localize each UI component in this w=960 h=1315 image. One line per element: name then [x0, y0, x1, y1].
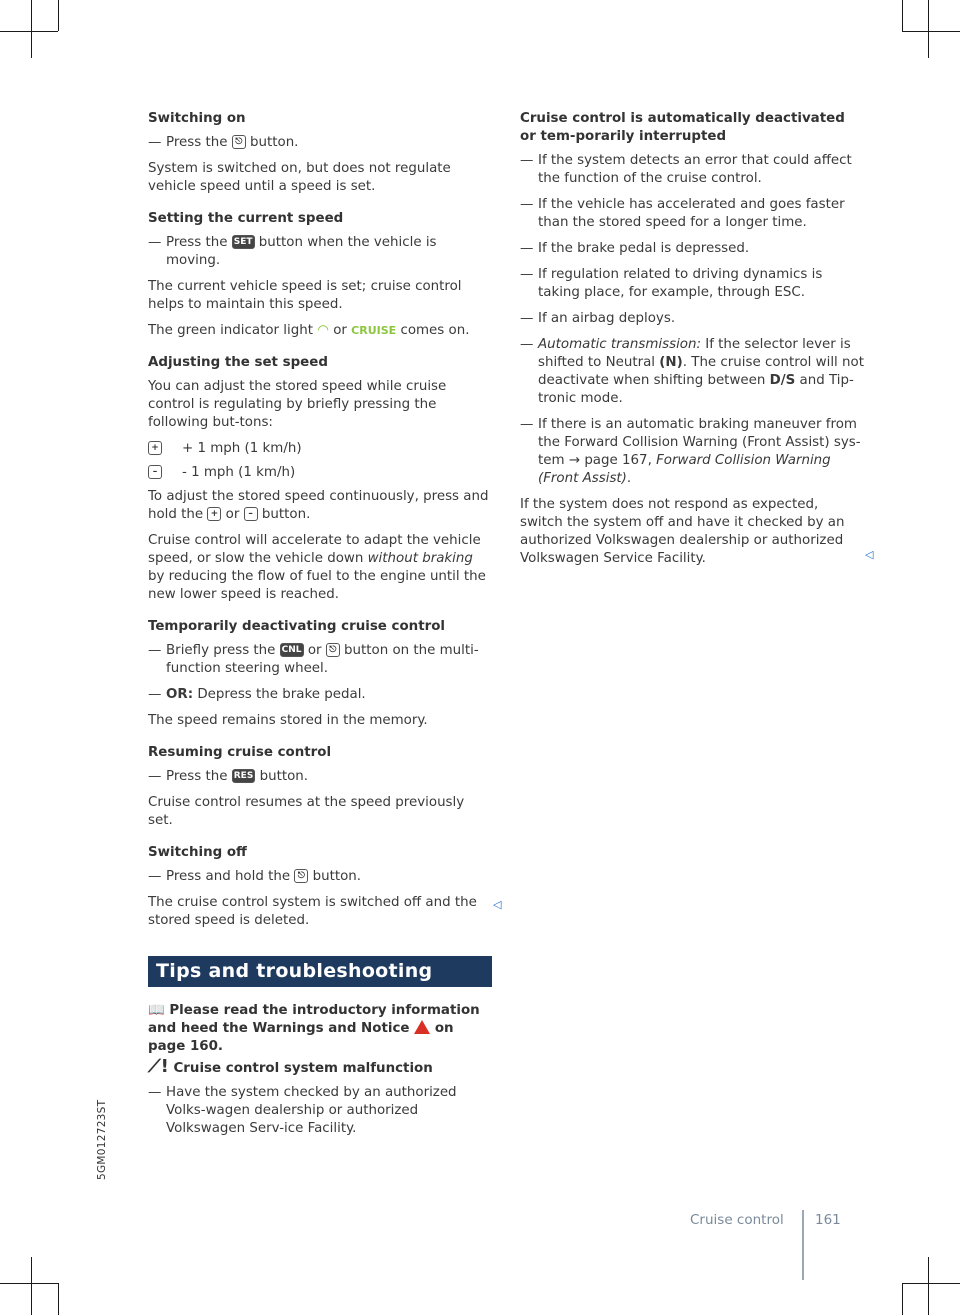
- malfunction-block: [148, 1058, 493, 1146]
- set-button-symbol: SET: [233, 237, 253, 247]
- cruise-control-icon: ⎋: [294, 869, 308, 883]
- footer-divider: [802, 1210, 804, 1280]
- paragraph: System is switched on, but does not regulate vehicle speed until a speed is set.: [148, 161, 451, 194]
- crop-mark: [31, 1257, 32, 1315]
- crop-mark: [902, 1283, 903, 1315]
- crop-mark: [0, 31, 58, 32]
- heading-resuming: Resuming cruise control: [148, 745, 332, 760]
- section-banner: Tips and troubleshooting: [148, 956, 492, 987]
- crop-mark: [58, 1283, 59, 1315]
- list-item: — Press and hold the ⎋ button.: [148, 869, 362, 884]
- right-column: [520, 110, 865, 576]
- list-item: — Press the ⎋ button.: [148, 135, 299, 150]
- paragraph: If the system does not respond as expected, switch the system off and have it checked by an authorized Volkswagen dealership or authorized Volkswagen Service Facility.: [520, 497, 845, 566]
- list-item: — If the brake pedal is depressed.: [520, 241, 750, 256]
- list-item: — If regulation related to driving dynamics is taking place, for example, through ESC.: [520, 267, 823, 300]
- list-item: — Press the SET button when the vehicle is moving.: [148, 235, 437, 268]
- crop-mark: [902, 31, 960, 32]
- book-icon: 📖: [148, 1003, 165, 1018]
- paragraph: To adjust the stored speed continuously, press and hold the + or – button.: [148, 489, 489, 522]
- list-item: — OR: Depress the brake pedal.: [148, 687, 366, 702]
- heading-setting-speed: Setting the current speed: [148, 211, 344, 226]
- green-indicator-icon: ◠: [317, 323, 329, 338]
- res-button-symbol: RES: [233, 771, 254, 781]
- crop-mark: [902, 0, 903, 31]
- crop-mark: [902, 1283, 960, 1284]
- end-of-section-icon: ◁: [865, 548, 874, 561]
- paragraph: Cruise control resumes at the speed previously set.: [148, 795, 465, 828]
- minus-button-symbol: –: [244, 507, 258, 521]
- cruise-indicator-word: CRUISE: [351, 324, 397, 337]
- crop-mark: [58, 0, 59, 31]
- list-item: — Automatic transmission: If the selector lever is shifted to Neutral (N). The cruise control will not deactivate when shifting between D/S and Tip-tronic mode.: [520, 337, 864, 406]
- document-code: 5GM012723ST: [96, 1099, 108, 1180]
- minus-row: – - 1 mph (1 km/h): [148, 464, 493, 482]
- paragraph: The cruise control system is switched off and the stored speed is deleted.: [148, 895, 477, 928]
- cruise-malfunction-icon: ⟋!: [148, 1056, 169, 1077]
- list-item: — Press the RES button.: [148, 769, 309, 784]
- cruise-control-icon: ⎋: [326, 643, 340, 657]
- heading-switching-off: Switching off: [148, 845, 247, 860]
- cnl-button-symbol: CNL: [281, 645, 302, 655]
- warning-triangle-icon: [414, 1020, 430, 1034]
- paragraph: Cruise control will accelerate to adapt the vehicle speed, or slow the vehicle down without braking by reducing the flow of fuel to the engine until the new lower speed is reached.: [148, 533, 486, 602]
- left-column: [148, 110, 493, 938]
- footer-section-label: Cruise control: [690, 1212, 784, 1228]
- heading-temp-deactivate: Temporarily deactivating cruise control: [148, 619, 445, 634]
- list-item: — If the system detects an error that could affect the function of the cruise control.: [520, 153, 852, 186]
- cruise-control-icon: ⎋: [232, 135, 246, 149]
- paragraph: The speed remains stored in the memory.: [148, 713, 428, 728]
- plus-button-symbol: +: [148, 441, 162, 455]
- end-of-section-icon: ◁: [493, 898, 502, 911]
- heading-adjusting: Adjusting the set speed: [148, 355, 328, 370]
- page-reference-link[interactable]: page 167,: [584, 453, 652, 468]
- crop-mark: [928, 1257, 929, 1315]
- heading-auto-deactivated: Cruise control is automatically deactivated or tem-porarily interrupted: [520, 111, 845, 144]
- plus-row: + + 1 mph (1 km/h): [148, 440, 493, 458]
- plus-button-symbol: +: [207, 507, 221, 521]
- arrow-right-icon: →: [568, 453, 581, 468]
- list-item: — If the vehicle has accelerated and goes faster than the stored speed for a longer time.: [520, 197, 845, 230]
- paragraph: The current vehicle speed is set; cruise control helps to maintain this speed.: [148, 279, 462, 312]
- page-number: 161: [815, 1212, 841, 1228]
- paragraph: The green indicator light ◠ or CRUISE comes on.: [148, 323, 470, 338]
- list-item: — Briefly press the CNL or ⎋ button on the multi-function steering wheel.: [148, 643, 479, 676]
- crop-mark: [928, 0, 929, 58]
- minus-button-symbol: –: [148, 465, 162, 479]
- crop-mark: [0, 1283, 58, 1284]
- heading-switching-on: Switching on: [148, 111, 246, 126]
- heading-malfunction: ⟋! Cruise control system malfunction: [148, 1056, 433, 1077]
- crop-mark: [31, 0, 32, 58]
- intro-note: 📖 Please read the introductory information and heed the Warnings and Notice on page 160.: [148, 1003, 480, 1054]
- list-item: — If there is an automatic braking maneuver from the Forward Collision Warning (Front Assist) sys-tem → page 167, Forward Collision Warning (Front Assist).: [520, 417, 861, 486]
- paragraph: You can adjust the stored speed while cruise control is regulating by briefly pressing the following but-tons:: [148, 379, 447, 430]
- list-item: — If an airbag deploys.: [520, 311, 676, 326]
- list-item: — Have the system checked by an authorized Volks-wagen dealership or authorized Volkswagen Serv-ice Facility.: [148, 1085, 457, 1136]
